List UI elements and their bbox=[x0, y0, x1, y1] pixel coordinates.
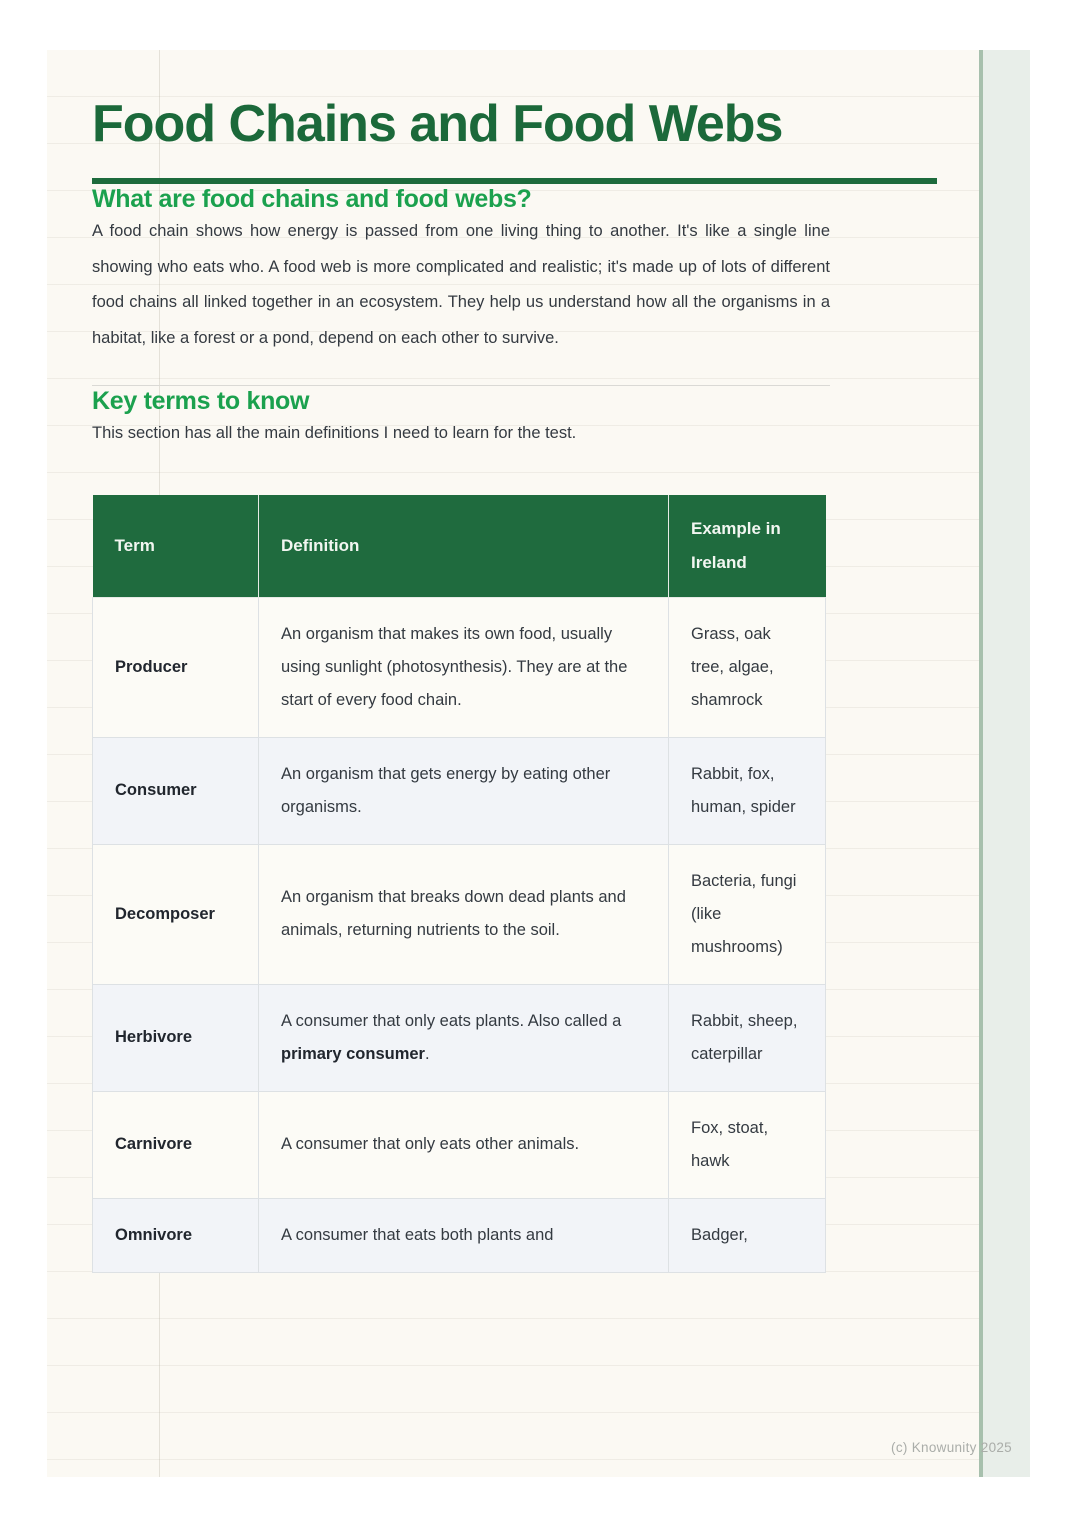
column-header-definition: Definition bbox=[259, 495, 669, 598]
definition-cell: A consumer that eats both plants and bbox=[259, 1198, 669, 1272]
section-heading-key-terms: Key terms to know bbox=[92, 387, 310, 415]
table-row bbox=[93, 984, 826, 1091]
page-title: Food Chains and Food Webs bbox=[92, 95, 783, 153]
term-cell: Carnivore bbox=[93, 1091, 259, 1198]
definition-cell: An organism that makes its own food, usually using sunlight (photosynthesis). They are at the start of every food chain. bbox=[259, 597, 669, 737]
table-row bbox=[93, 597, 826, 737]
page-accent-strip bbox=[979, 50, 1030, 1477]
definition-cell: A consumer that only eats other animals. bbox=[259, 1091, 669, 1198]
example-cell: Grass, oak tree, algae, shamrock bbox=[669, 597, 826, 737]
example-cell: Rabbit, fox, human, spider bbox=[669, 737, 826, 844]
table-row bbox=[93, 844, 826, 984]
example-cell: Bacteria, fungi (like mushrooms) bbox=[669, 844, 826, 984]
copyright-watermark: (c) Knowunity 2025 bbox=[891, 1440, 1012, 1455]
example-cell: Fox, stoat, hawk bbox=[669, 1091, 826, 1198]
column-header-example: Example in Ireland bbox=[669, 495, 826, 598]
term-cell: Decomposer bbox=[93, 844, 259, 984]
table-row bbox=[93, 737, 826, 844]
table-row bbox=[93, 1091, 826, 1198]
term-cell: Herbivore bbox=[93, 984, 259, 1091]
table-header-row bbox=[93, 495, 826, 598]
term-cell: Consumer bbox=[93, 737, 259, 844]
intro-paragraph: A food chain shows how energy is passed from one living thing to another. It's like a single line showing who eats who. A food web is more complicated and realistic; it's made up of lots of different food chains all linked together in an ecosystem. They help us understand how all the organisms in a habitat, like a forest or a pond, depend on each other to survive. bbox=[92, 222, 830, 347]
column-header-term: Term bbox=[93, 495, 259, 598]
table-row bbox=[93, 1198, 826, 1272]
key-terms-intro-text: This section has all the main definitions I need to learn for the test. bbox=[92, 424, 577, 442]
term-cell: Omnivore bbox=[93, 1198, 259, 1272]
definition-cell: A consumer that only eats plants. Also called a primary consumer. bbox=[259, 984, 669, 1091]
key-terms-table bbox=[92, 495, 826, 1273]
example-cell: Badger, bbox=[669, 1198, 826, 1272]
definition-cell: An organism that breaks down dead plants and animals, returning nutrients to the soil. bbox=[259, 844, 669, 984]
page-content bbox=[47, 50, 937, 1273]
notes-page bbox=[47, 50, 1030, 1477]
section-heading-intro: What are food chains and food webs? bbox=[92, 185, 532, 213]
definition-cell: An organism that gets energy by eating other organisms. bbox=[259, 737, 669, 844]
term-cell: Producer bbox=[93, 597, 259, 737]
example-cell: Rabbit, sheep, caterpillar bbox=[669, 984, 826, 1091]
